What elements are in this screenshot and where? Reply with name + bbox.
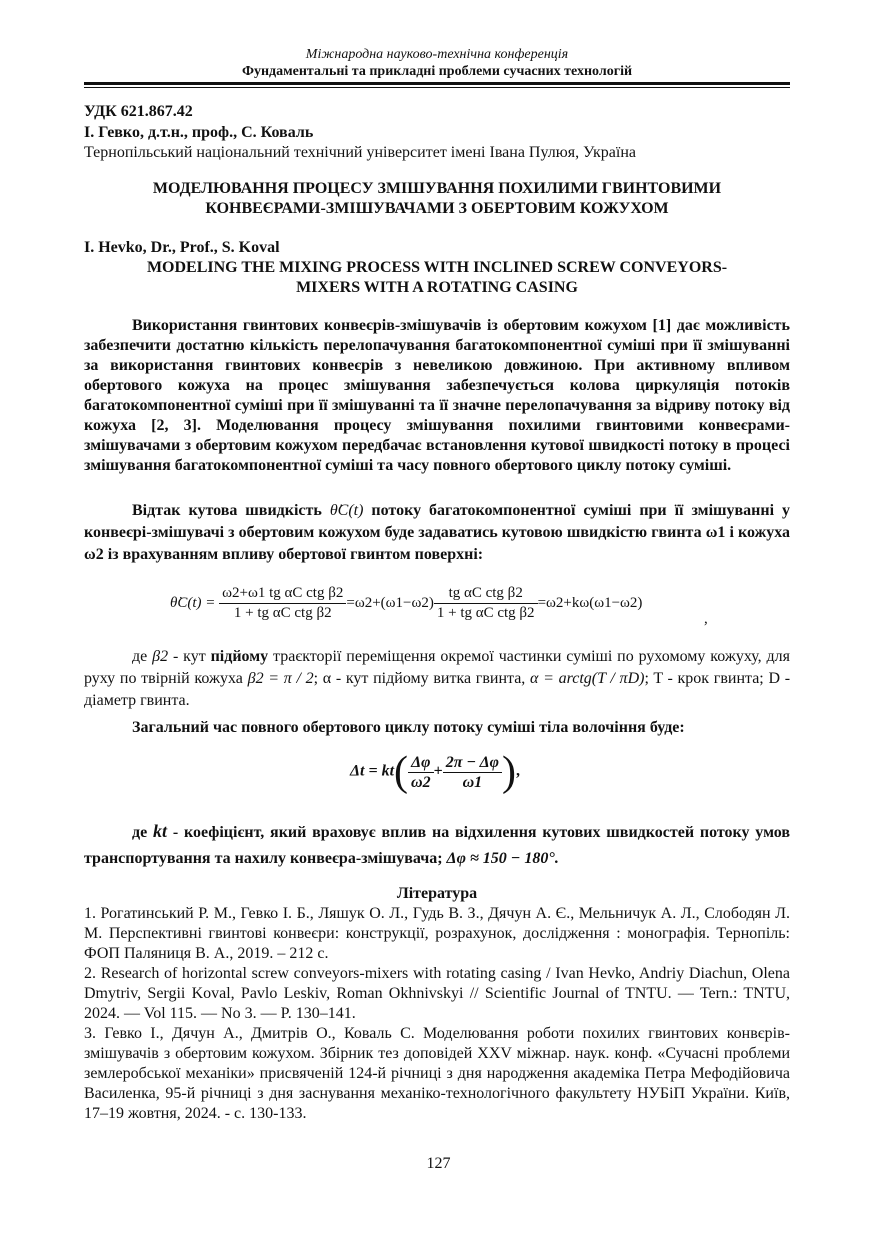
intro-paragraph: [84, 316, 790, 476]
udk-code: УДК 621.867.42: [84, 103, 193, 120]
formula1-f2-num: tg αC ctg β2: [434, 584, 538, 604]
para3-bold-word: підйому: [210, 648, 269, 665]
reference-item: 3. Гевко І., Дячун А., Дмитрів О., Коваль С. Моделювання роботи похилих гвинтових конвєрів-змішувачів з обертовим кожухом. Збірник тез доповідей XXV міжнар. наук. конф. «Сучасні проблеми землеробської механіки» присвяченій 124-й річниці з дня народження академіка Петра Мефодійовича Василенка, 95-й річниці з дня заснування механіко-технологічного факультету НУБіП України. Київ, 17–19 жовтня, 2024. - с. 130-133.: [84, 1025, 790, 1122]
formula1-f2-den: 1 + tg αC ctg β2: [436, 605, 535, 621]
theta-symbol: θ̇C(t): [329, 502, 364, 519]
title-en-line1: MODELING THE MIXING PROCESS WITH INCLINED SCREW CONVEYORS-: [146, 259, 728, 276]
close-paren: ): [501, 749, 516, 795]
title-ua-line1: МОДЕЛЮВАННЯ ПРОЦЕСУ ЗМІШУВАННЯ ПОХИЛИМИ ГВИНТОВИМИ: [152, 180, 722, 197]
formula2-f1-den: ω2: [411, 773, 431, 791]
formula1-f1-num: ω2+ω1 tg αC ctg β2: [219, 584, 346, 604]
formula2-fraction1: [408, 753, 434, 792]
authors-ua: І. Гевко, д.т.н., проф., С. Коваль: [84, 124, 314, 141]
formula1-mid: =ω2+(ω1−ω2): [346, 594, 434, 611]
title-ua-line2: КОНВЕЄРАМИ-ЗМІШУВАЧАМИ З ОБЕРТОВИМ КОЖУХОМ: [205, 200, 669, 217]
formula1-fraction1: [219, 584, 346, 623]
formula2-lhs: Δt = kt: [350, 762, 395, 780]
title-en: [84, 258, 790, 298]
open-paren: (: [394, 749, 409, 795]
conference-title: Фундаментальні та прикладні проблеми сучасних технологій: [241, 64, 633, 79]
authors-en: I. Hevko, Dr., Prof., S. Koval: [84, 239, 280, 256]
conference-name: Міжнародна науково-технічна конференція: [305, 47, 569, 62]
kt-symbol: kt: [153, 821, 168, 841]
total-time-paragraph: [84, 718, 790, 738]
affiliation: Тернопільський національний технічний університет імені Івана Пулюя, Україна: [84, 144, 636, 161]
para2-text-b: потоку багатокомпонентної суміші при її змішуванні у конвеєрі-змішувачі з обертовим кожухом буде задаватись кутовою швидкістю гвинта ω1 і кожуха ω2 із врахуванням впливу обертової гвинтом поверхні:: [84, 502, 791, 563]
para4-text: Загальний час повного обертового циклу потоку суміші тіла волочіння буде:: [132, 719, 685, 736]
formula2-plus: +: [433, 762, 443, 780]
title-en-line2: MIXERS WITH A ROTATING CASING: [296, 279, 578, 296]
para3-text-f: ; α - кут підйому витка гвинта,: [313, 670, 526, 687]
para3-text-a: де: [132, 648, 148, 665]
running-header: [84, 46, 790, 80]
formula-angular-velocity: [170, 584, 642, 623]
intro-text: Використання гвинтових конвеєрів-змішувачів із обертовим кожухом [1] дає можливість забезпечити достатню кількість перелопачування багатокомпонентної суміші при її змішуванні за використання гвинтових конвеєрів з невеликою довжиною. При активному впливом обертового кожуха на процес змішування забезпечується колова циркуляція потоків багатокомпонентної суміші при її змішуванні та її значне перелопачування за відриву потоку від кожуха [2, 3]. Моделювання процесу змішування похилими гвинтовими конвеєрами-змішувачами з обертовим кожухом передбачає встановлення кутової швидкості потоку в процесі змішування багатокомпонентної суміші та часу повного обертового циклу потоку суміші.: [84, 317, 790, 474]
page-number: 127: [426, 1155, 451, 1172]
beta-equation: β2 = π / 2: [247, 670, 314, 687]
formula-total-time: [350, 748, 520, 796]
formula2-f2-num: 2π − Δφ: [443, 753, 502, 773]
variables-paragraph: [84, 646, 790, 712]
formula1-lhs: θ̇C(t) =: [170, 594, 216, 611]
formula2-f1-num: Δφ: [408, 753, 434, 773]
formula2-comma: ,: [515, 762, 520, 780]
para5-text-a: де: [132, 824, 148, 841]
header-rule-thin: [84, 87, 790, 88]
para3-text-c: - кут: [172, 648, 206, 665]
title-ua: [84, 179, 790, 219]
header-rule: [84, 82, 790, 85]
beta-symbol: β2: [152, 648, 169, 665]
reference-item: 1. Рогатинський Р. М., Гевко І. Б., Ляшук О. Л., Гудь В. З., Дячун А. Є., Мельничук А. Л., Слободян Л. М. Перспективні гвинтові конвеєри: конструкції, розрахунок, дослідження : монографія. Тернопіль: ФОП Паляниця В. А., 2019. – 212 с.: [84, 905, 790, 962]
para2-text-a: Відтак кутова швидкість: [132, 502, 322, 519]
para5-text-b: - коефіцієнт, який враховує вплив на відхилення кутових швидкостей потоку умов транспортування та нахилу конвеєра-змішувача;: [84, 824, 791, 867]
formula1-f1-den: 1 + tg αC ctg β2: [233, 605, 332, 621]
para3-text-d: траєкторії переміщення окремої частинки суміші по рухомому кожуху, для руху по твірній кожуха: [84, 648, 791, 687]
reference-item: 2. Research of horizontal screw conveyors-mixers with rotating casing / Ivan Hevko, Andriy Diachun, Olena Dmytriv, Sergii Koval, Pavlo Leskiv, Roman Okhnivskyi // Scientific Journal of TNTU. — Tern.: TNTU, 2024. — Vol 115. — No 3. — P. 130–141.: [84, 965, 790, 1022]
alpha-equation: α = arctg(T / πD): [530, 670, 645, 687]
formula1-rhs: =ω2+kω(ω1−ω2): [537, 594, 643, 611]
formula1-fraction2: [434, 584, 538, 623]
angular-velocity-paragraph: [84, 500, 790, 566]
formula2-f2-den: ω1: [462, 773, 483, 791]
formula1-comma: ,: [704, 611, 708, 627]
references-list: [84, 904, 790, 1124]
formula2-fraction2: [443, 753, 502, 792]
para3-text-h: ; T - крок гвинта; D - діаметр гвинта.: [84, 670, 791, 709]
coefficient-paragraph: [84, 818, 790, 872]
literature-heading: Література: [396, 885, 478, 902]
delta-phi-range: Δφ ≈ 150 − 180°.: [446, 850, 559, 867]
